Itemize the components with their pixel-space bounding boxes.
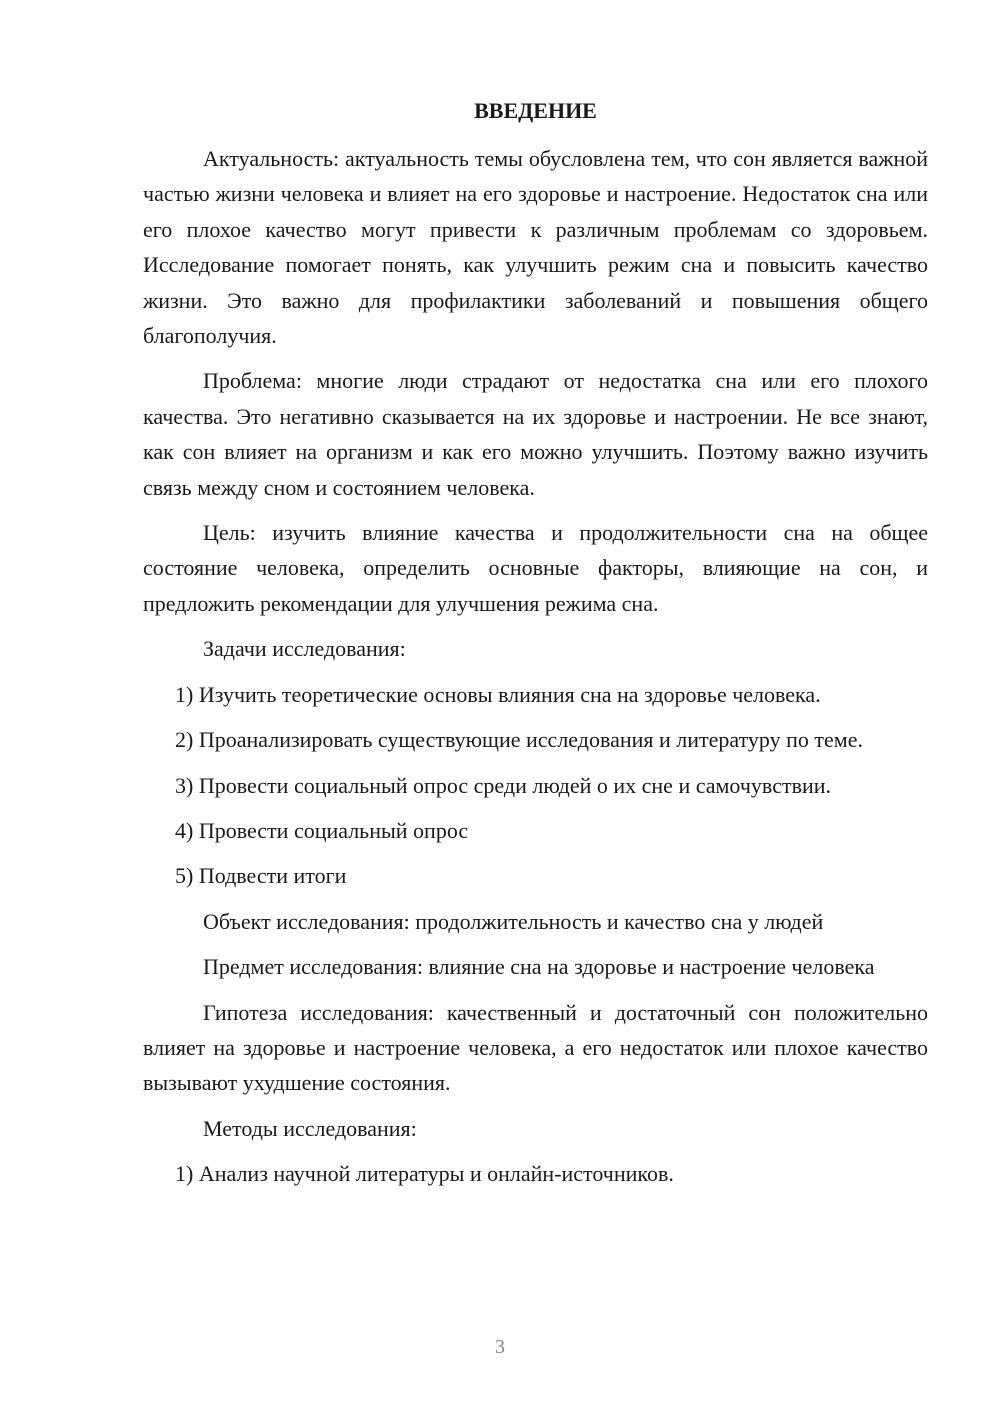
object-paragraph: Объект исследования: продолжительность и качество сна у людей — [203, 908, 824, 934]
goal-paragraph: Цель: изучить влияние качества и продолжительности сна на общее состояние человека, определить основные факторы, влияющие на сон, и предложить рекомендации для улучшения режима сна. — [143, 520, 928, 616]
tasks-label: Задачи исследования: — [203, 636, 406, 662]
task-item-5: 5) Подвести итоги — [175, 863, 347, 889]
page-number: 3 — [495, 1336, 505, 1358]
methods-label: Методы исследования: — [203, 1115, 417, 1141]
task-item-1: 1) Изучить теоретические основы влияния сна на здоровье человека. — [175, 681, 821, 707]
method-item-1: 1) Анализ научной литературы и онлайн-источников. — [175, 1161, 674, 1187]
task-item-2: 2) Проанализировать существующие исследования и литературу по теме. — [175, 727, 863, 753]
subject-paragraph: Предмет исследования: влияние сна на здоровье и настроение человека — [203, 954, 875, 980]
section-title: ВВЕДЕНИЕ — [474, 98, 597, 123]
problem-paragraph: Проблема: многие люди страдают от недостатка сна или его плохого качества. Это негативно сказывается на их здоровье и настроении. Не все знают, как сон влияет на организм и как его можно улучшить. Поэтому важно изучить связь между сном и состоянием человека. — [143, 368, 928, 500]
page-content — [143, 96, 928, 1202]
hypothesis-paragraph: Гипотеза исследования: качественный и достаточный сон положительно влияет на здоровье и настроение человека, а его недостаток или плохое качество вызывают ухудшение состояния. — [143, 999, 928, 1096]
relevance-paragraph: Актуальность: актуальность темы обусловлена тем, что сон является важной частью жизни человека и влияет на его здоровье и настроение. Недостаток сна или его плохое качество могут привести к различным проблемам со здоровьем. Исследование помогает понять, как улучшить режим сна и повысить качество жизни. Это важно для профилактики заболеваний и повышения общего благополучия. — [143, 146, 928, 349]
task-item-4: 4) Провести социальный опрос — [175, 817, 469, 843]
task-item-3: 3) Провести социальный опрос среди людей о их сне и самочувствии. — [175, 772, 832, 798]
